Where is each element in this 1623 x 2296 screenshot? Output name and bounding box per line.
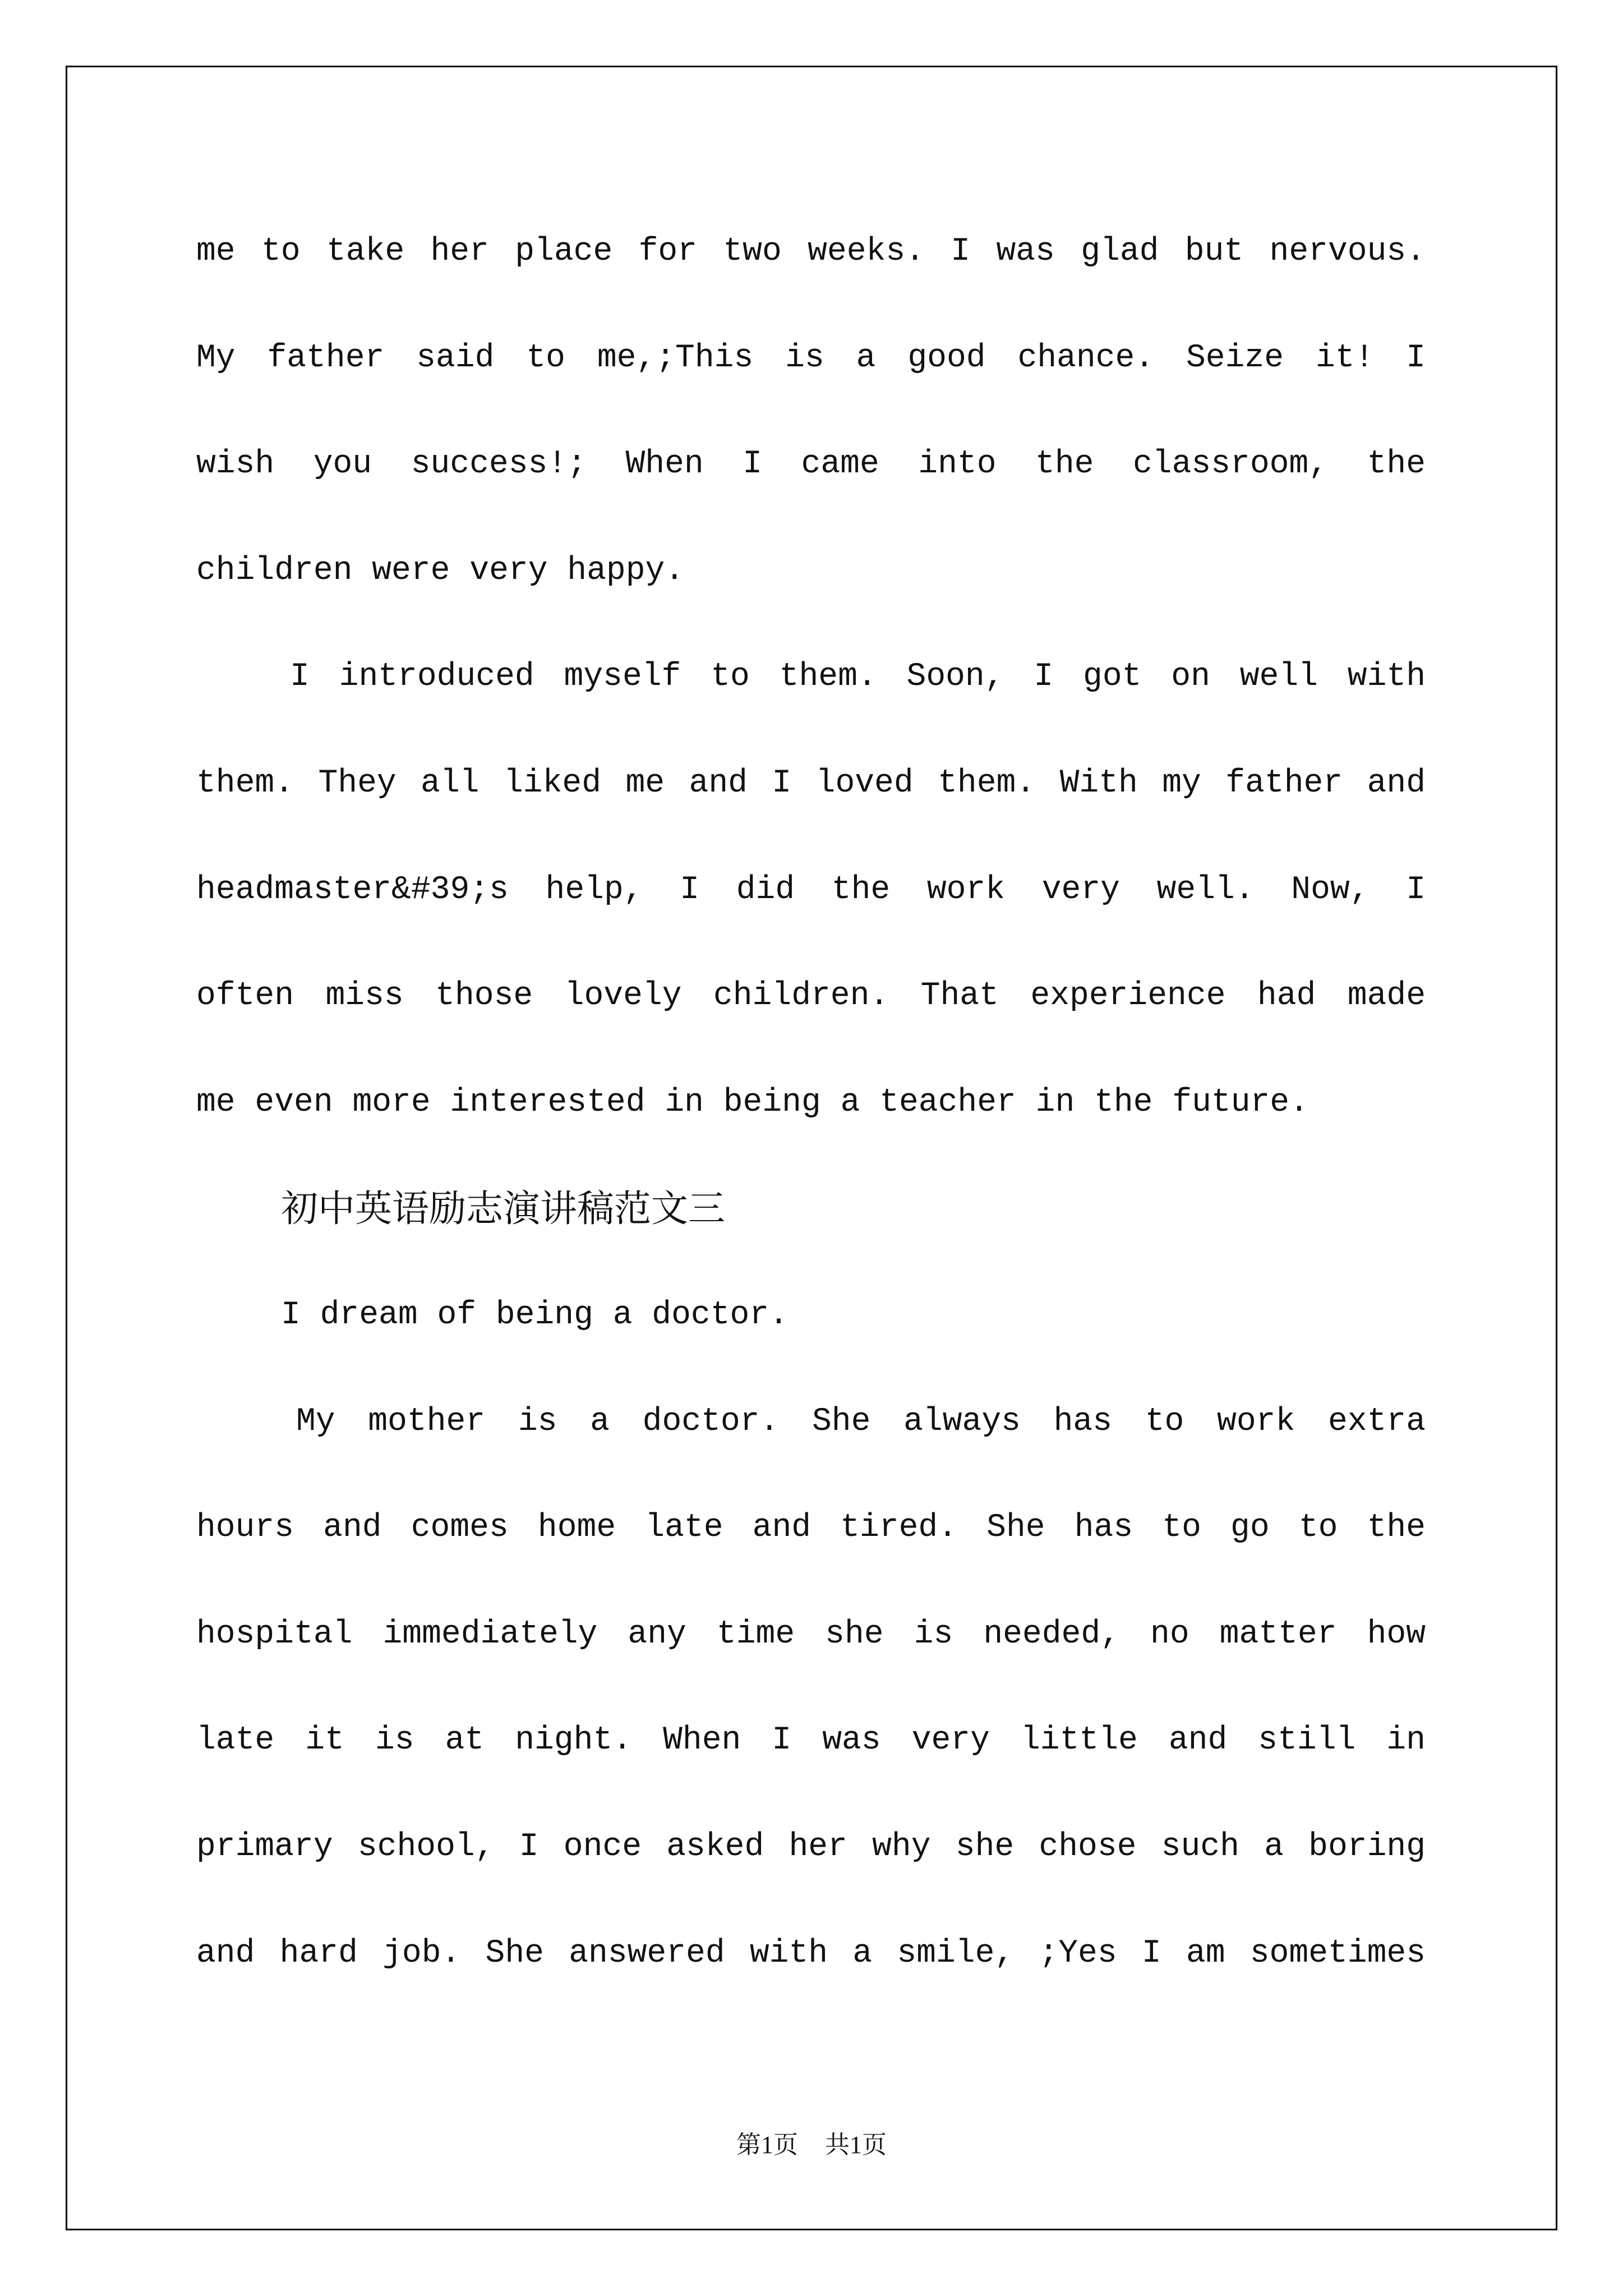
section-heading: 初中英语励志演讲稿范文三 [281,1187,725,1231]
page-footer [0,2128,1623,2162]
paragraph [196,624,1426,1156]
paragraph [196,1369,1426,2007]
text-line: them. They all liked me and I loved them. With my father and [196,765,1426,802]
text-line: wish you success!; When I came into the classroom, the [196,446,1426,483]
text-line: and hard job. She answered with a smile, ;Yes I am sometimes [196,1935,1426,1972]
text-line: I introduced myself to them. Soon, I got on well with [290,659,1426,696]
text-line: often miss those lovely children. That experience had made [196,978,1426,1015]
text-line: My father said to me,;This is a good chance. Seize it! I [196,339,1426,376]
text-line: hospital immediately any time she is needed, no matter how [196,1616,1426,1653]
text-line: children were very happy. [196,552,685,589]
text-line: headmaster&#39;s help, I did the work very well. Now, I [196,871,1426,908]
text-line: me to take her place for two weeks. I was glad but nervous. [196,233,1426,270]
paragraph [196,1262,1426,1369]
page-number-label: 第1页 [736,2131,798,2159]
text-line: I dream of being a doctor. [281,1296,789,1333]
text-line: My mother is a doctor. She always has to work extra [296,1403,1426,1440]
text-line: hours and comes home late and tired. She has to go to the [196,1510,1426,1547]
text-line: late it is at night. When I was very little and still in [196,1722,1426,1759]
page-total-label: 共1页 [825,2131,887,2159]
text-line: me even more interested in being a teacher in the future. [196,1084,1309,1121]
body-text [196,199,1426,2007]
paragraph [196,199,1426,624]
text-line: primary school, I once asked her why she chose such a boring [196,1828,1426,1865]
